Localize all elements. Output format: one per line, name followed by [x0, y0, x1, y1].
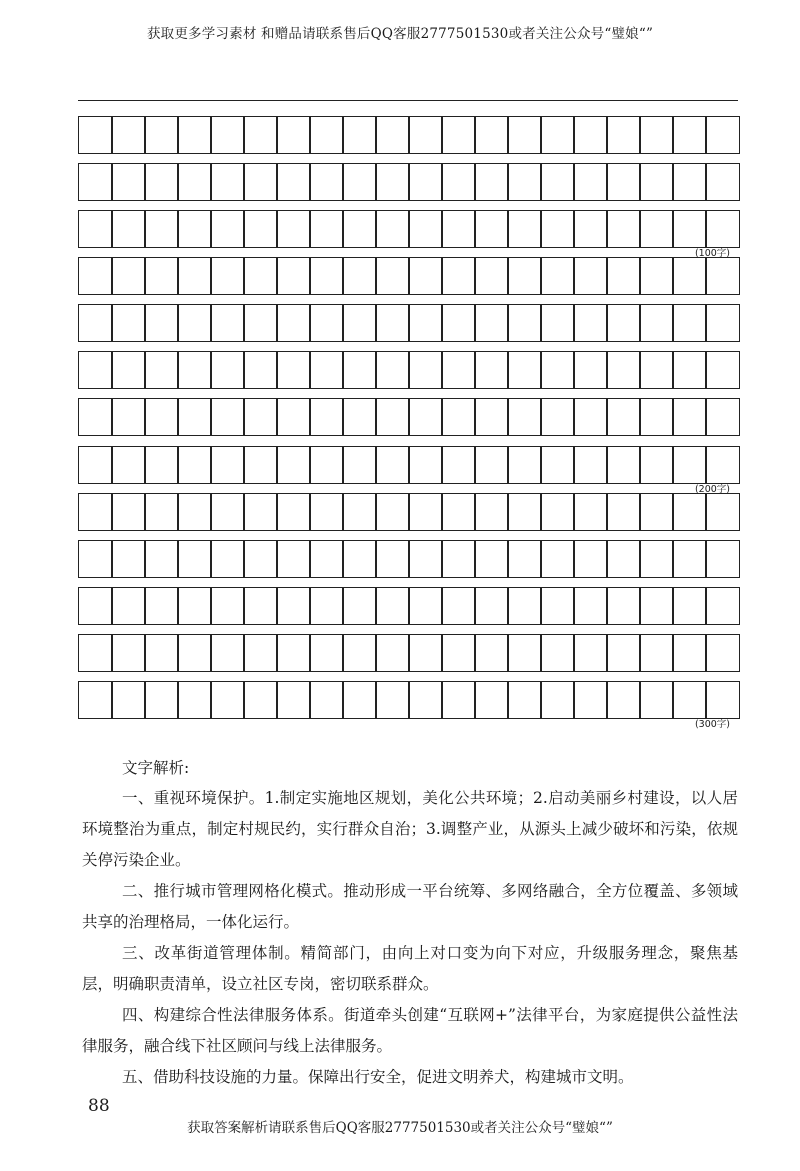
grid-cell [243, 398, 278, 436]
grid-cell [210, 493, 245, 531]
grid-cell [441, 540, 476, 578]
grid-cell [705, 446, 740, 484]
grid-cell [210, 446, 245, 484]
grid-cell [309, 304, 344, 342]
grid-cell [441, 163, 476, 201]
grid-row [78, 163, 738, 201]
grid-cell [606, 210, 641, 248]
grid-cell [672, 634, 707, 672]
grid-cell [672, 540, 707, 578]
grid-cell [507, 540, 542, 578]
count-label-200: (200字) [694, 484, 730, 495]
grid-cell [573, 540, 608, 578]
grid-cell [243, 116, 278, 154]
grid-cell [177, 446, 212, 484]
grid-cell [672, 446, 707, 484]
grid-cell [111, 116, 146, 154]
analysis-paragraph-1: 一、重视环境保护。1.制定实施地区规划，美化公共环境；2.启动美丽乡村建设，以人居环境整治为重点，制定村规民约，实行群众自治；3.调整产业，从源头上减少破坏和污染，依规关停污染企业。 [82, 789, 738, 869]
analysis-paragraph-4: 四、构建综合性法律服务体系。街道牵头创建“互联网+”法律平台，为家庭提供公益性法律服务，融合线下社区顾问与线上法律服务。 [82, 1006, 738, 1055]
grid-cell [144, 398, 179, 436]
grid-cell [342, 210, 377, 248]
grid-cell [78, 398, 113, 436]
grid-cell [243, 351, 278, 389]
grid-cell [705, 587, 740, 625]
grid-cell [540, 587, 575, 625]
grid-cell [309, 163, 344, 201]
header-note: 获取更多学习素材 和赠品请联系售后QQ客服2777501530或者关注公众号“璧娘“” [146, 26, 654, 42]
grid-cell [342, 116, 377, 154]
grid-cell [144, 446, 179, 484]
grid-cell [507, 446, 542, 484]
grid-cell [111, 681, 146, 719]
grid-cell [474, 351, 509, 389]
grid-cell [144, 351, 179, 389]
grid-cell [375, 163, 410, 201]
grid-row [78, 210, 738, 248]
grid-cell [672, 116, 707, 154]
grid-cell [540, 351, 575, 389]
grid-cell [606, 398, 641, 436]
grid-cell [144, 634, 179, 672]
grid-cell [639, 634, 674, 672]
grid-cell [606, 446, 641, 484]
grid-cell [606, 351, 641, 389]
count-label-300: (300字) [694, 719, 730, 730]
grid-cell [573, 163, 608, 201]
grid-cell [540, 681, 575, 719]
grid-cell [540, 210, 575, 248]
grid-cell [705, 163, 740, 201]
grid-cell [144, 257, 179, 295]
grid-cell [309, 681, 344, 719]
grid-cell [210, 163, 245, 201]
grid-cell [243, 587, 278, 625]
grid-cell [276, 681, 311, 719]
grid-cell [342, 398, 377, 436]
grid-cell [243, 681, 278, 719]
grid-cell [639, 210, 674, 248]
grid-cell [177, 587, 212, 625]
grid-cell [78, 116, 113, 154]
grid-cell [639, 116, 674, 154]
grid-cell [474, 116, 509, 154]
grid-cell [276, 398, 311, 436]
grid-cell [177, 540, 212, 578]
grid-row [78, 634, 738, 672]
grid-cell [507, 398, 542, 436]
grid-cell [474, 304, 509, 342]
grid-cell [78, 587, 113, 625]
grid-cell [144, 116, 179, 154]
grid-cell [672, 163, 707, 201]
grid-cell [144, 493, 179, 531]
grid-cell [639, 163, 674, 201]
grid-cell [177, 163, 212, 201]
grid-cell [210, 116, 245, 154]
grid-cell [375, 681, 410, 719]
grid-cell [309, 587, 344, 625]
grid-cell [441, 446, 476, 484]
grid-cell [78, 681, 113, 719]
grid-cell [705, 398, 740, 436]
grid-cell [276, 351, 311, 389]
grid-cell [408, 304, 443, 342]
grid-cell [606, 540, 641, 578]
grid-cell [276, 587, 311, 625]
grid-row [78, 540, 738, 578]
grid-cell [474, 493, 509, 531]
grid-cell [474, 163, 509, 201]
grid-cell [210, 398, 245, 436]
grid-cell [78, 634, 113, 672]
grid-cell [78, 210, 113, 248]
grid-cell [177, 304, 212, 342]
grid-cell [507, 304, 542, 342]
grid-cell [408, 163, 443, 201]
grid-cell [705, 540, 740, 578]
grid-cell [705, 493, 740, 531]
grid-cell [342, 493, 377, 531]
grid-cell [342, 540, 377, 578]
grid-cell [78, 493, 113, 531]
grid-cell [177, 398, 212, 436]
grid-cell [408, 540, 443, 578]
grid-cell [408, 493, 443, 531]
grid-cell [606, 257, 641, 295]
grid-cell [309, 493, 344, 531]
grid-cell [672, 351, 707, 389]
count-label-100: (100字) [694, 248, 730, 259]
grid-cell [639, 304, 674, 342]
grid-cell [78, 257, 113, 295]
grid-cell [705, 634, 740, 672]
grid-cell [705, 116, 740, 154]
grid-cell [276, 257, 311, 295]
grid-cell [540, 398, 575, 436]
grid-cell [408, 351, 443, 389]
analysis-paragraph-3: 三、改革街道管理体制。精简部门，由向上对口变为向下对应，升级服务理念，聚焦基层，明确职责清单，设立社区专岗，密切联系群众。 [82, 944, 738, 993]
grid-cell [210, 540, 245, 578]
grid-cell [144, 540, 179, 578]
grid-cell [408, 587, 443, 625]
grid-cell [441, 634, 476, 672]
grid-cell [276, 634, 311, 672]
grid-cell [210, 587, 245, 625]
grid-cell [276, 163, 311, 201]
footer-note: 获取答案解析请联系售后QQ客服2777501530或者关注公众号“璧娘“” [187, 1120, 613, 1136]
grid-cell [705, 351, 740, 389]
grid-cell [441, 587, 476, 625]
grid-cell [540, 634, 575, 672]
grid-cell [606, 493, 641, 531]
grid-cell [507, 587, 542, 625]
grid-cell [309, 257, 344, 295]
grid-cell [177, 493, 212, 531]
grid-cell [672, 257, 707, 295]
analysis-heading: 文字解析: [122, 759, 190, 777]
grid-cell [672, 398, 707, 436]
grid-cell [639, 681, 674, 719]
grid-cell [408, 446, 443, 484]
grid-cell [573, 304, 608, 342]
grid-cell [705, 681, 740, 719]
grid-cell [309, 398, 344, 436]
grid-cell [210, 210, 245, 248]
grid-cell [210, 634, 245, 672]
grid-cell [243, 163, 278, 201]
grid-cell [342, 681, 377, 719]
grid-cell [375, 540, 410, 578]
grid-cell [540, 540, 575, 578]
grid-cell [177, 257, 212, 295]
grid-cell [375, 116, 410, 154]
grid-cell [507, 163, 542, 201]
grid-cell [111, 446, 146, 484]
grid-cell [573, 493, 608, 531]
grid-cell [573, 257, 608, 295]
grid-cell [111, 398, 146, 436]
grid-cell [408, 257, 443, 295]
grid-cell [375, 634, 410, 672]
grid-cell [507, 257, 542, 295]
grid-cell [144, 304, 179, 342]
grid-cell [243, 634, 278, 672]
grid-cell [606, 681, 641, 719]
grid-cell [210, 304, 245, 342]
grid-cell [144, 163, 179, 201]
grid-cell [474, 398, 509, 436]
grid-cell [309, 210, 344, 248]
grid-cell [540, 493, 575, 531]
grid-cell [507, 634, 542, 672]
grid-cell [309, 351, 344, 389]
grid-cell [408, 681, 443, 719]
grid-cell [111, 304, 146, 342]
grid-cell [408, 634, 443, 672]
grid-cell [507, 351, 542, 389]
grid-cell [507, 681, 542, 719]
grid-cell [705, 257, 740, 295]
grid-cell [639, 493, 674, 531]
grid-cell [441, 351, 476, 389]
grid-row [78, 304, 738, 342]
grid-cell [177, 634, 212, 672]
grid-cell [441, 681, 476, 719]
analysis-paragraph-5: 五、借助科技设施的力量。保障出行安全，促进文明养犬，构建城市文明。 [122, 1068, 634, 1086]
grid-cell [243, 210, 278, 248]
grid-cell [375, 446, 410, 484]
grid-cell [342, 163, 377, 201]
grid-cell [441, 257, 476, 295]
grid-cell [309, 446, 344, 484]
grid-cell [342, 257, 377, 295]
grid-cell [573, 210, 608, 248]
grid-cell [705, 210, 740, 248]
grid-cell [210, 351, 245, 389]
grid-cell [606, 163, 641, 201]
grid-cell [573, 351, 608, 389]
grid-cell [639, 351, 674, 389]
grid-cell [243, 304, 278, 342]
grid-cell [177, 681, 212, 719]
grid-row [78, 116, 738, 154]
grid-cell [672, 587, 707, 625]
page-number: 88 [88, 1096, 110, 1116]
grid-cell [243, 446, 278, 484]
grid-cell [243, 540, 278, 578]
grid-cell [474, 681, 509, 719]
grid-cell [342, 587, 377, 625]
grid-cell [507, 210, 542, 248]
grid-cell [606, 634, 641, 672]
grid-cell [276, 210, 311, 248]
grid-cell [672, 493, 707, 531]
grid-cell [78, 163, 113, 201]
grid-cell [375, 210, 410, 248]
grid-cell [78, 446, 113, 484]
grid-cell [210, 257, 245, 295]
grid-cell [441, 304, 476, 342]
grid-cell [639, 257, 674, 295]
grid-cell [276, 493, 311, 531]
grid-cell [573, 398, 608, 436]
grid-cell [474, 257, 509, 295]
grid-row [78, 681, 738, 719]
grid-cell [474, 210, 509, 248]
grid-cell [210, 681, 245, 719]
grid-cell [111, 587, 146, 625]
grid-cell [474, 540, 509, 578]
grid-cell [573, 681, 608, 719]
grid-cell [276, 540, 311, 578]
grid-cell [276, 304, 311, 342]
grid-cell [606, 587, 641, 625]
grid-cell [408, 116, 443, 154]
grid-cell [441, 116, 476, 154]
grid-row [78, 446, 738, 484]
grid-cell [342, 446, 377, 484]
grid-cell [375, 587, 410, 625]
grid-cell [243, 257, 278, 295]
grid-row [78, 398, 738, 436]
grid-cell [705, 304, 740, 342]
grid-cell [111, 351, 146, 389]
grid-cell [111, 540, 146, 578]
grid-cell [540, 116, 575, 154]
grid-cell [375, 493, 410, 531]
grid-cell [309, 116, 344, 154]
grid-row [78, 587, 738, 625]
grid-row [78, 351, 738, 389]
grid-cell [375, 398, 410, 436]
grid-cell [474, 587, 509, 625]
grid-cell [342, 634, 377, 672]
grid-cell [540, 304, 575, 342]
grid-cell [276, 116, 311, 154]
grid-cell [111, 163, 146, 201]
grid-cell [573, 634, 608, 672]
grid-cell [606, 116, 641, 154]
grid-cell [639, 398, 674, 436]
grid-cell [144, 210, 179, 248]
grid-cell [639, 540, 674, 578]
grid-cell [441, 210, 476, 248]
grid-cell [78, 304, 113, 342]
grid-cell [573, 116, 608, 154]
grid-cell [672, 681, 707, 719]
grid-cell [177, 351, 212, 389]
grid-cell [573, 446, 608, 484]
grid-row [78, 257, 738, 295]
analysis-paragraph-2: 二、推行城市管理网格化模式。推动形成一平台统筹、多网络融合，全方位覆盖、多领域共享的治理格局，一体化运行。 [82, 882, 738, 931]
grid-cell [144, 587, 179, 625]
grid-cell [507, 493, 542, 531]
grid-cell [540, 446, 575, 484]
grid-cell [540, 163, 575, 201]
grid-cell [342, 304, 377, 342]
grid-cell [573, 587, 608, 625]
grid-cell [342, 351, 377, 389]
grid-cell [177, 210, 212, 248]
grid-cell [111, 493, 146, 531]
grid-cell [408, 210, 443, 248]
grid-cell [276, 446, 311, 484]
grid-cell [111, 210, 146, 248]
top-rule [78, 100, 738, 101]
grid-cell [639, 446, 674, 484]
grid-cell [78, 540, 113, 578]
grid-cell [375, 351, 410, 389]
grid-cell [441, 493, 476, 531]
grid-cell [375, 257, 410, 295]
grid-row [78, 493, 738, 531]
grid-cell [375, 304, 410, 342]
grid-cell [408, 398, 443, 436]
grid-cell [474, 446, 509, 484]
grid-cell [474, 634, 509, 672]
grid-cell [507, 116, 542, 154]
grid-cell [639, 587, 674, 625]
grid-cell [540, 257, 575, 295]
grid-cell [111, 634, 146, 672]
grid-cell [78, 351, 113, 389]
grid-cell [309, 540, 344, 578]
grid-cell [672, 210, 707, 248]
grid-cell [243, 493, 278, 531]
grid-cell [309, 634, 344, 672]
grid-cell [441, 398, 476, 436]
grid-cell [606, 304, 641, 342]
grid-cell [111, 257, 146, 295]
grid-cell [177, 116, 212, 154]
grid-cell [672, 304, 707, 342]
grid-cell [144, 681, 179, 719]
